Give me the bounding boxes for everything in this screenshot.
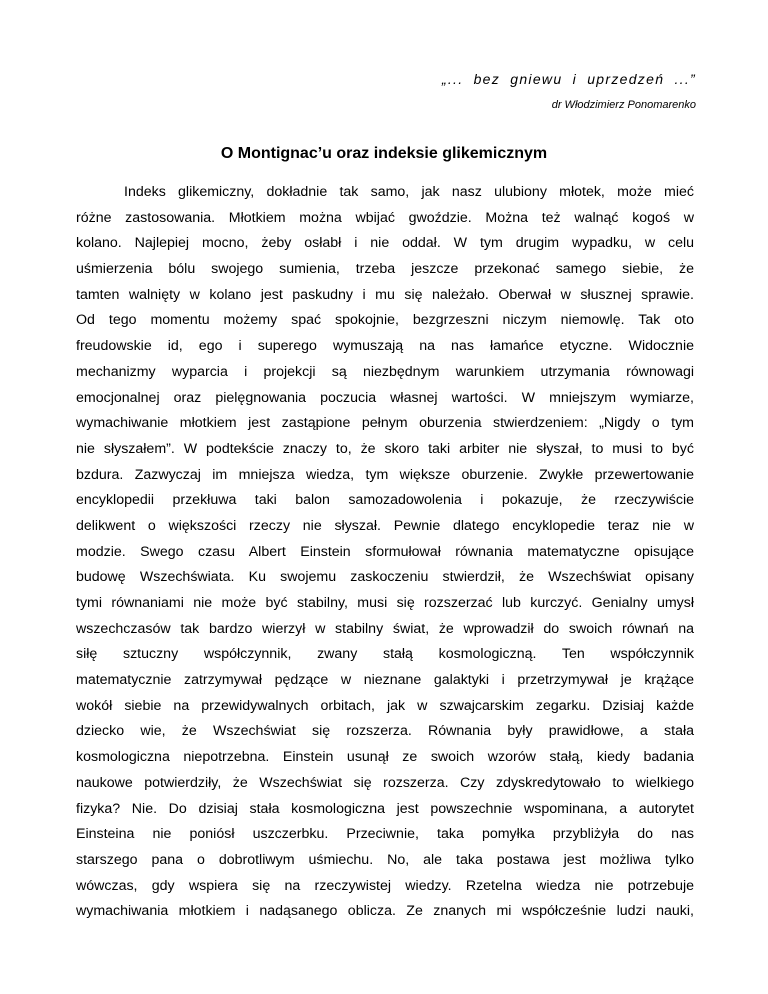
epigraph-author: dr Włodzimierz Ponomarenko xyxy=(551,99,696,111)
text-line: matematycznie zatrzymywał pędzące w nieznane galaktyki i przetrzymywał je krążące xyxy=(76,672,694,689)
text-line: fizyka? Nie. Do dzisiaj stała kosmologiczna jest powszechnie wspominana, a autorytet xyxy=(76,800,694,817)
text-line: różne zastosowania. Młotkiem można wbijać gwoździe. Można też walnąć kogoś w xyxy=(76,209,694,226)
text-line: siłę sztuczny współczynnik, zwany stałą kosmologiczną. Ten współczynnik xyxy=(76,646,694,663)
text-line: wymachiwania młotkiem i nadąsanego oblicza. Ze znanych mi współcześnie ludzi nauki, xyxy=(76,903,694,920)
text-line: wszechczasów tak bardzo wierzył w stabilny świat, że wprowadził do swoich równań na xyxy=(76,620,694,637)
text-line: freudowskie id, ego i superego wymuszają na nas łamańce etyczne. Widocznie xyxy=(76,338,694,355)
text-line: kolano. Najlepiej mocno, żeby osłabł i nie oddał. W tym drugim wypadku, w celu xyxy=(76,235,694,252)
text-line: dziecko wie, że Wszechświat się rozszerza. Równania były prawidłowe, a stała xyxy=(76,723,694,740)
text-line: tamten walnięty w kolano jest paskudny i mu się należało. Oberwał w słusznej sprawie. xyxy=(76,286,694,303)
epigraph-quote: „... bez gniewu i uprzedzeń ...” xyxy=(441,71,696,87)
text-line: Einsteina nie poniósł uszczerbku. Przeciwnie, taka pomyłka przybliżyła do nas xyxy=(76,826,694,843)
body-paragraph xyxy=(76,180,694,925)
text-line: starszego pana o dobrotliwym uśmiechu. No, ale taka postawa jest możliwa tylko xyxy=(76,851,694,868)
text-line: wówczas, gdy wspiera się na rzeczywistej wiedzy. Rzetelna wiedza nie potrzebuje xyxy=(76,877,694,894)
text-line: budowę Wszechświata. Ku swojemu zaskoczeniu stwierdził, że Wszechświat opisany xyxy=(76,569,694,586)
text-line: naukowe potwierdziły, że Wszechświat się rozszerza. Czy zdyskredytowało to wielkiego xyxy=(76,774,694,791)
text-line: Od tego momentu możemy spać spokojnie, bezgrzeszni niczym niemowlę. Tak oto xyxy=(76,312,694,329)
text-line: wokół siebie na przewidywalnych orbitach, jak w szwajcarskim zegarku. Dzisiaj każde xyxy=(76,697,694,714)
text-line: uśmierzenia bólu swojego sumienia, trzeba jeszcze przekonać samego siebie, że xyxy=(76,261,694,278)
document-title: O Montignac’u oraz indeksie glikemicznym xyxy=(220,145,548,162)
text-line: mechanizmy wyparcia i projekcji są niezbędnym warunkiem utrzymania równowagi xyxy=(76,363,694,380)
text-line: delikwent o większości rzeczy nie słyszał. Pewnie dlatego encyklopedie teraz nie w xyxy=(76,517,694,534)
text-line: kosmologiczna niepotrzebna. Einstein usunął ze swoich wzorów stałą, kiedy badania xyxy=(76,749,694,766)
text-line: Indeks glikemiczny, dokładnie tak samo, jak nasz ulubiony młotek, może mieć xyxy=(124,184,694,200)
text-line: emocjonalnej oraz pielęgnowania poczucia własnej wartości. W mniejszym wymiarze, xyxy=(76,389,694,406)
text-line: modzie. Swego czasu Albert Einstein sformułował równania matematyczne opisujące xyxy=(76,543,694,560)
text-line: nie słyszałem”. W podtekście znaczy to, że skoro taki arbiter nie słyszał, to musi to być xyxy=(76,440,694,457)
text-line: tymi równaniami nie może być stabilny, musi się rozszerzać lub kurczyć. Genialny umysł xyxy=(76,595,694,611)
text-line: bzdura. Zazwyczaj im mniejsza wiedza, tym większe oburzenie. Zwykłe przewertowanie xyxy=(76,466,694,483)
text-line: wymachiwanie młotkiem jest zastąpione pełnym oburzenia stwierdzeniem: „Nigdy o tym xyxy=(76,415,694,432)
text-line: encyklopedii przekłuwa taki balon samozadowolenia i pokazuje, że rzeczywiście xyxy=(76,492,694,509)
